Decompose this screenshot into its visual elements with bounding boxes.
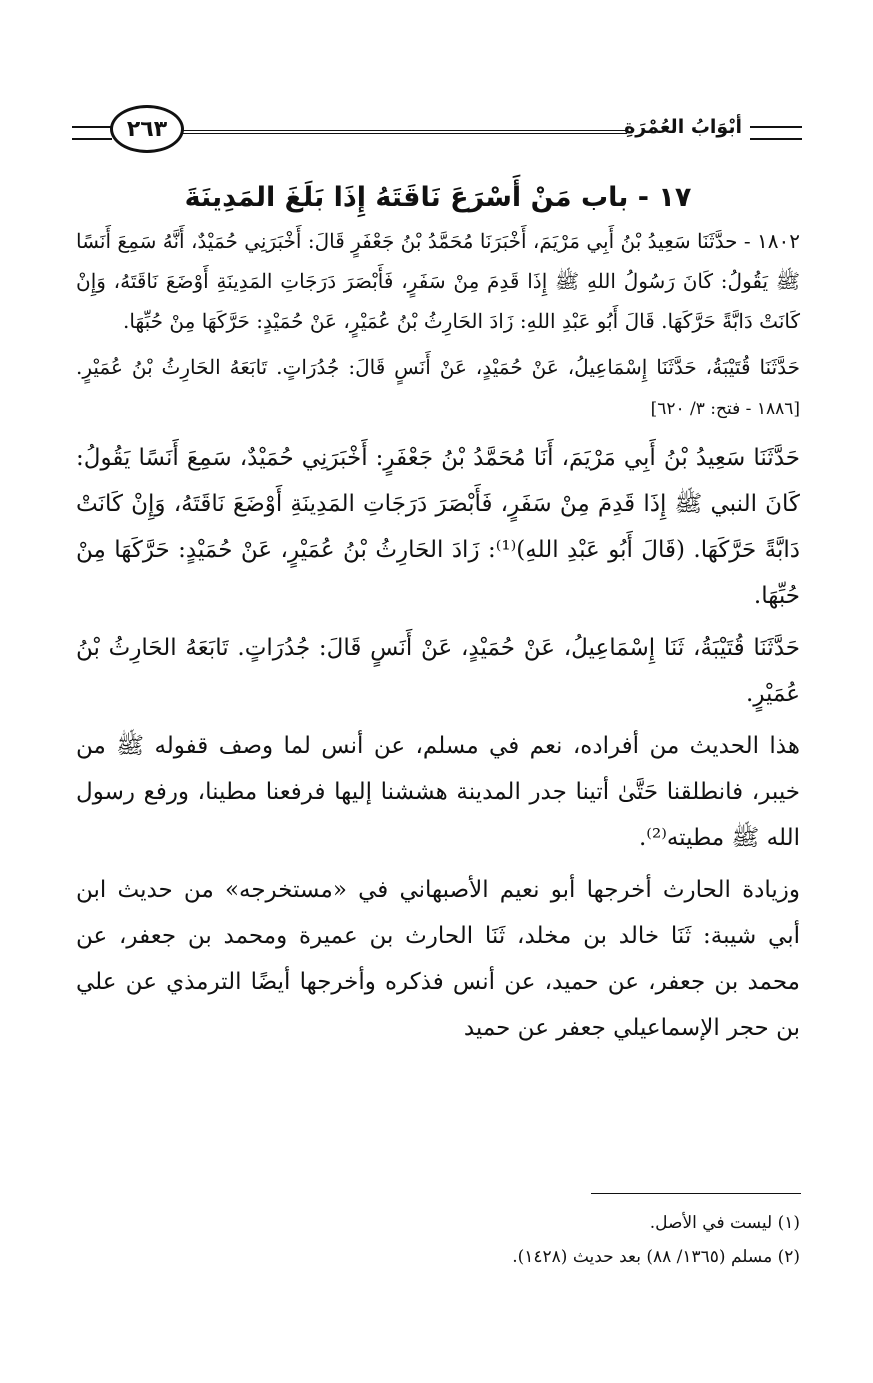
running-header	[72, 100, 802, 160]
section-title: ١٧ - باب مَنْ أَسْرَعَ نَاقَتَهُ إِذَا بَلَغَ المَدِينَةَ	[184, 182, 692, 213]
footnote-1: (١) ليست في الأصل.	[649, 1213, 800, 1233]
commentary-paragraph-1: هذا الحديث من أفراده، نعم في مسلم، عن أنس لما وصف قفوله ﷺ من خيبر، فانطلقنا حَتَّىٰ أتينا جدر المدينة هششنا إليها فرفعنا مطينا، ورفع رسول الله ﷺ مطيته⁽²⁾.	[76, 733, 800, 851]
hadith-second-chain-text: حَدَّثَنَا قُتَيْبَةُ، حَدَّثَنَا إِسْمَاعِيلُ، عَنْ حُمَيْدٍ، عَنْ أَنَسٍ قَالَ: جُدُرَاتٍ. تَابَعَهُ الحَارِثُ بْنُ عُمَيْرٍ.	[76, 355, 800, 379]
header-rule-right	[750, 126, 802, 140]
chapter-title: أبْوَابُ العُمْرَةِ	[624, 116, 742, 138]
page-number: ٢٦٣	[110, 105, 184, 153]
main-text	[76, 182, 800, 1057]
hadith-1802: ١٨٠٢ - حدَّثَنَا سَعِيدُ بْنُ أَبِي مَرْيَمَ، أَخْبَرَنَا مُحَمَّدُ بْنُ جَعْفَرٍ قَالَ: أَخْبَرَنِي حُمَيْدٌ، أَنَّهُ سَمِعَ أَنَسًا ﷺ يَقُولُ: كَانَ رَسُولُ اللهِ ﷺ إِذَا قَدِمَ مِنْ سَفَرٍ، فَأَبْصَرَ دَرَجَاتِ المَدِينَةِ أَوْضَعَ نَاقَتَهُ، وَإِنْ كَانَتْ دَابَّةً حَرَّكَهَا. قَالَ أَبُو عَبْدِ اللهِ: زَادَ الحَارِثُ بْنُ عُمَيْرٍ، عَنْ حُمَيْدٍ: حَرَّكَهَا مِنْ حُبِّهَا.	[76, 229, 801, 333]
hadith-second-chain	[76, 347, 800, 429]
commentary-version-2: حَدَّثَنَا قُتَيْبَةُ، ثَنَا إِسْمَاعِيلُ، عَنْ حُمَيْدٍ، عَنْ أَنَسٍ قَالَ: جُدُرَاتٍ. تَابَعَهُ الحَارِثُ بْنُ عُمَيْرٍ.	[76, 635, 800, 707]
hadith-reference: [١٨٨٦ - فتح: ٣/ ٦٢٠]	[650, 399, 800, 419]
footnote-2: (٢) مسلم (١٣٦٥/ ٨٨) بعد حديث (١٤٢٨).	[512, 1247, 800, 1267]
header-rule-left	[72, 126, 112, 140]
footnotes	[76, 1206, 800, 1274]
commentary-paragraph-2: وزيادة الحارث أخرجها أبو نعيم الأصبهاني في «مستخرجه» من حديث ابن أبي شيبة: ثَنَا خالد بن مخلد، ثَنَا الحارث بن عميرة ومحمد بن جعفر، عن محمد بن جعفر، عن حميد، عن أنس فذكره وأخرجها أيضًا الترمذي عن علي بن حجر الإسماعيلي جعفر عن حميد	[76, 877, 800, 1041]
footnote-rule	[591, 1193, 801, 1194]
commentary-version-1: حَدَّثَنَا سَعِيدُ بْنُ أَبِي مَرْيَمَ، أَنَا مُحَمَّدُ بْنُ جَعْفَرٍ: أَخْبَرَنِي حُمَيْدٌ، سَمِعَ أَنَسًا يَقُولُ: كَانَ النبي ﷺ إِذَا قَدِمَ مِنْ سَفَرٍ، فَأَبْصَرَ دَرَجَاتِ المَدِينَةِ أَوْضَعَ نَاقَتَهُ، وَإِنْ كَانَتْ دَابَّةً حَرَّكَهَا. (قَالَ أَبُو عَبْدِ اللهِ)⁽¹⁾: زَادَ الحَارِثُ بْنُ عُمَيْرٍ، عَنْ حُمَيْدٍ: حَرَّكَهَا مِنْ حُبِّهَا.	[76, 445, 800, 609]
header-rule	[182, 130, 627, 134]
